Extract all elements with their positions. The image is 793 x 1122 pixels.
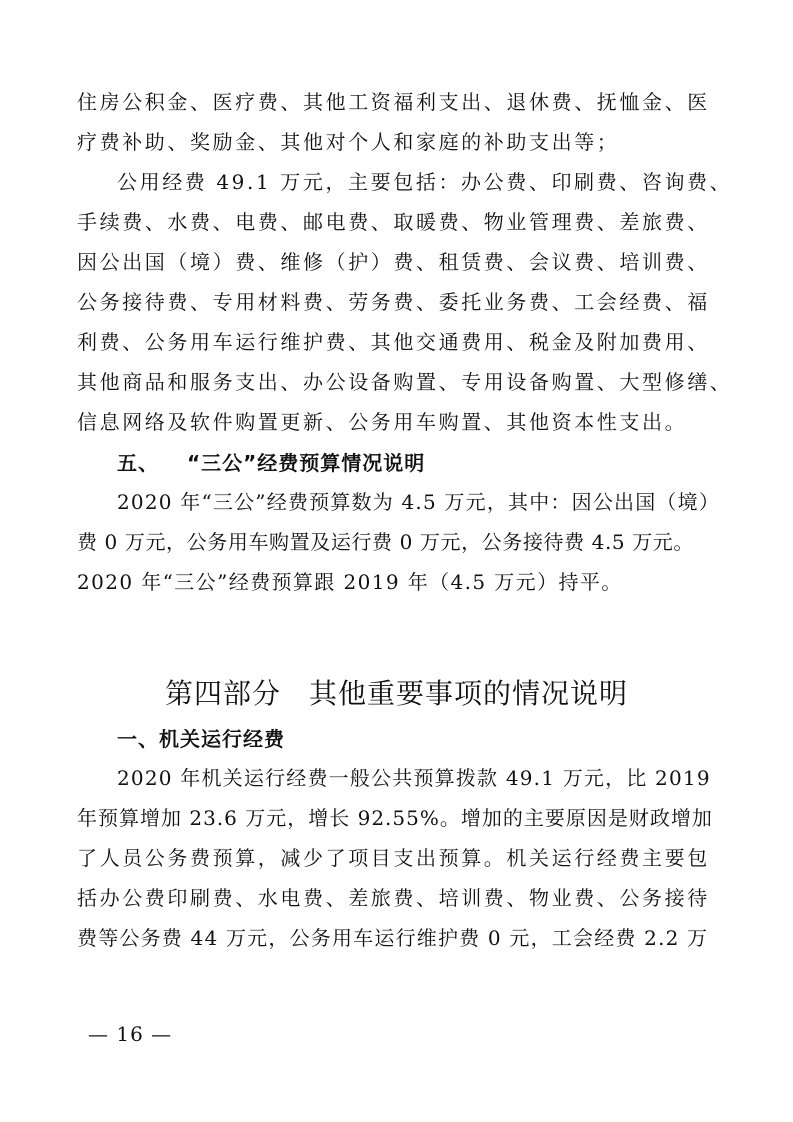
part-four-label: 第四部分 bbox=[164, 677, 281, 710]
page-number: — 16 — bbox=[88, 1022, 173, 1046]
body-text-line: 信息网络及软件购置更新、公务用车购置、其他资本性支出。 bbox=[77, 410, 688, 434]
part-four-title bbox=[0, 676, 793, 712]
body-text-line: 2020 年“三公”经费预算跟 2019 年（4.5 万元）持平。 bbox=[77, 570, 623, 594]
body-text-line: 疗费补助、奖励金、其他对个人和家庭的补助支出等； bbox=[77, 130, 620, 154]
section-five-heading bbox=[117, 450, 425, 476]
body-text-line: 2020 年机关运行经费一般公共预算拨款 49.1 万元，比 2019 bbox=[117, 766, 711, 790]
body-text-line: 手续费、水费、电费、邮电费、取暖费、物业管理费、差旅费、 bbox=[77, 210, 710, 234]
body-text-line: 利费、公务用车运行维护费、其他交通费用、税金及附加费用、 bbox=[77, 330, 710, 354]
body-text-line: 因公出国（境）费、维修（护）费、租赁费、会议费、培训费、 bbox=[77, 250, 710, 274]
body-text-line: 公务接待费、专用材料费、劳务费、委托业务费、工会经费、福 bbox=[77, 290, 710, 314]
part-four-heading: 其他重要事项的情况说明 bbox=[309, 677, 629, 710]
body-text-line: 住房公积金、医疗费、其他工资福利支出、退休费、抚恤金、医 bbox=[77, 90, 710, 114]
body-text-line: 费 0 万元，公务用车购置及运行费 0 万元，公务接待费 4.5 万元。 bbox=[77, 530, 694, 554]
body-text-line: 了人员公务费预算，减少了项目支出预算。机关运行经费主要包 bbox=[77, 846, 710, 870]
section-five-number: 五、 bbox=[117, 451, 159, 475]
body-text-line: 括办公费印刷费、水电费、差旅费、培训费、物业费、公务接待 bbox=[77, 886, 710, 910]
body-text-line: 其他商品和服务支出、办公设备购置、专用设备购置、大型修缮、 bbox=[77, 370, 733, 394]
body-text-line: 公用经费 49.1 万元，主要包括：办公费、印刷费、咨询费、 bbox=[117, 170, 733, 194]
body-text-line: 年预算增加 23.6 万元，增长 92.55%。增加的主要原因是财政增加 bbox=[77, 806, 713, 830]
body-text-line: 费等公务费 44 万元，公务用车运行维护费 0 元，工会经费 2.2 万 bbox=[77, 926, 709, 950]
body-text-line: 2020 年“三公”经费预算数为 4.5 万元，其中：因公出国（境） bbox=[117, 490, 721, 514]
section-one-heading: 一、机关运行经费 bbox=[117, 727, 285, 751]
section-five-title: “三公”经费预算情况说明 bbox=[187, 451, 426, 475]
